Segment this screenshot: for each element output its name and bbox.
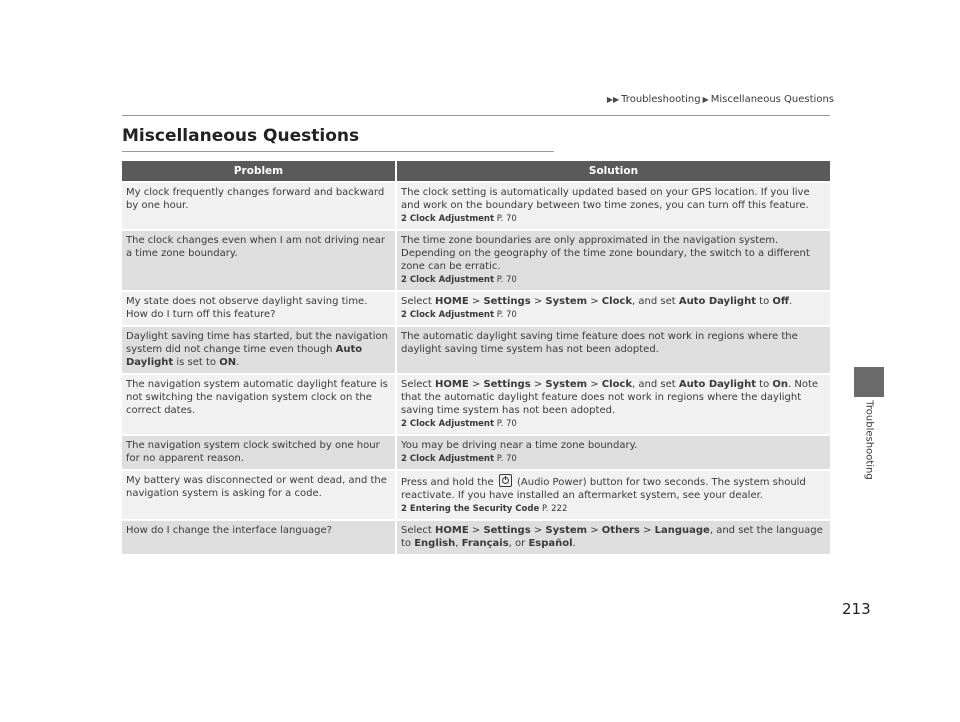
- reference-link[interactable]: [401, 274, 826, 286]
- solution-cell: [396, 520, 830, 554]
- problem-cell: [122, 182, 396, 230]
- problem-cell: [122, 291, 396, 326]
- reference-page: P. 70: [496, 275, 517, 285]
- reference-link[interactable]: [401, 213, 826, 225]
- table-row: [122, 230, 830, 291]
- solution-text: Press and hold the (Audio Power) button for two seconds. The system should reactivate. If you have installed an aftermarket system, see your dealer.: [401, 474, 826, 502]
- solution-cell: [396, 435, 830, 470]
- section-side-label: Troubleshooting: [863, 400, 875, 480]
- solution-cell: [396, 291, 830, 326]
- reference-title: Clock Adjustment: [409, 454, 495, 464]
- solution-text: You may be driving near a time zone boundary.: [401, 440, 638, 451]
- reference-link[interactable]: [401, 309, 826, 321]
- problem-text: Daylight saving time has started, but the navigation system did not change time even though Auto Daylight is set to ON.: [126, 331, 388, 368]
- page-number: 213: [842, 600, 871, 618]
- header-problem: Problem: [122, 161, 396, 182]
- solution-text: Select HOME > Settings > System > Clock, and set Auto Daylight to On. Note that the automatic daylight feature does not work in regions where the daylight saving time system has not been adopted.: [401, 379, 819, 416]
- reference-link[interactable]: [401, 453, 826, 465]
- audio-power-icon: [499, 474, 512, 487]
- reference-page: P. 70: [496, 214, 517, 224]
- solution-cell: [396, 374, 830, 435]
- problem-text: My battery was disconnected or went dead, and the navigation system is asking for a code.: [126, 475, 387, 499]
- table-header-row: [122, 161, 830, 182]
- reference-arrow-icon: 2: [401, 454, 407, 464]
- reference-link[interactable]: [401, 418, 826, 430]
- problem-cell: [122, 326, 396, 374]
- reference-arrow-icon: 2: [401, 214, 407, 224]
- reference-arrow-icon: 2: [401, 275, 407, 285]
- breadcrumb-section[interactable]: Troubleshooting: [621, 94, 701, 105]
- problem-text: The clock changes even when I am not driving near a time zone boundary.: [126, 235, 386, 259]
- problem-cell: [122, 470, 396, 520]
- problem-cell: [122, 374, 396, 435]
- table-row: [122, 374, 830, 435]
- header-solution: Solution: [396, 161, 830, 182]
- reference-title: Clock Adjustment: [409, 419, 495, 429]
- reference-title: Clock Adjustment: [409, 310, 495, 320]
- reference-title: Clock Adjustment: [409, 275, 495, 285]
- reference-page: P. 222: [541, 504, 568, 514]
- problem-solution-table: [122, 161, 830, 554]
- section-tab-marker: [854, 367, 884, 397]
- page-title: Miscellaneous Questions: [122, 126, 360, 146]
- problem-text: My clock frequently changes forward and backward by one hour.: [126, 187, 385, 211]
- reference-arrow-icon: 2: [401, 310, 407, 320]
- solution-cell: [396, 182, 830, 230]
- double-arrow-icon: ▶▶: [606, 95, 620, 104]
- problem-text: My state does not observe daylight saving time. How do I turn off this feature?: [126, 296, 368, 320]
- arrow-icon: ▶: [702, 95, 709, 104]
- solution-text: The clock setting is automatically updated based on your GPS location. If you live and work on the boundary between two time zones, you can turn off this feature.: [401, 187, 810, 211]
- header-divider: [122, 115, 830, 116]
- problem-cell: [122, 435, 396, 470]
- breadcrumb-page[interactable]: Miscellaneous Questions: [710, 94, 834, 105]
- table-row: [122, 520, 830, 554]
- table-row: [122, 470, 830, 520]
- solution-text: The automatic daylight saving time feature does not work in regions where the daylight saving time system has not been adopted.: [401, 331, 798, 355]
- solution-cell: [396, 230, 830, 291]
- reference-page: P. 70: [496, 454, 517, 464]
- table-row: [122, 182, 830, 230]
- reference-arrow-icon: 2: [401, 419, 407, 429]
- solution-text: The time zone boundaries are only approximated in the navigation system. Depending on the geography of the time zone boundary, the switch to a different zone can be erratic.: [401, 235, 810, 272]
- solution-text: Select HOME > Settings > System > Others > Language, and set the language to English, Français, or Español.: [401, 525, 823, 549]
- reference-title: Entering the Security Code: [409, 504, 540, 514]
- solution-cell: [396, 470, 830, 520]
- problem-cell: [122, 520, 396, 554]
- problem-text: How do I change the interface language?: [126, 525, 332, 536]
- solution-text: Select HOME > Settings > System > Clock, and set Auto Daylight to Off.: [401, 296, 793, 307]
- problem-cell: [122, 230, 396, 291]
- solution-cell: [396, 326, 830, 374]
- breadcrumb: [607, 94, 834, 105]
- reference-page: P. 70: [496, 310, 517, 320]
- reference-title: Clock Adjustment: [409, 214, 495, 224]
- reference-page: P. 70: [496, 419, 517, 429]
- reference-arrow-icon: 2: [401, 504, 407, 514]
- problem-text: The navigation system automatic daylight feature is not switching the navigation system clock on the correct dates.: [126, 379, 388, 416]
- table-row: [122, 326, 830, 374]
- problem-text: The navigation system clock switched by one hour for no apparent reason.: [126, 440, 380, 464]
- reference-link[interactable]: [401, 503, 826, 515]
- title-underline: [122, 151, 554, 152]
- table-row: [122, 291, 830, 326]
- table-row: [122, 435, 830, 470]
